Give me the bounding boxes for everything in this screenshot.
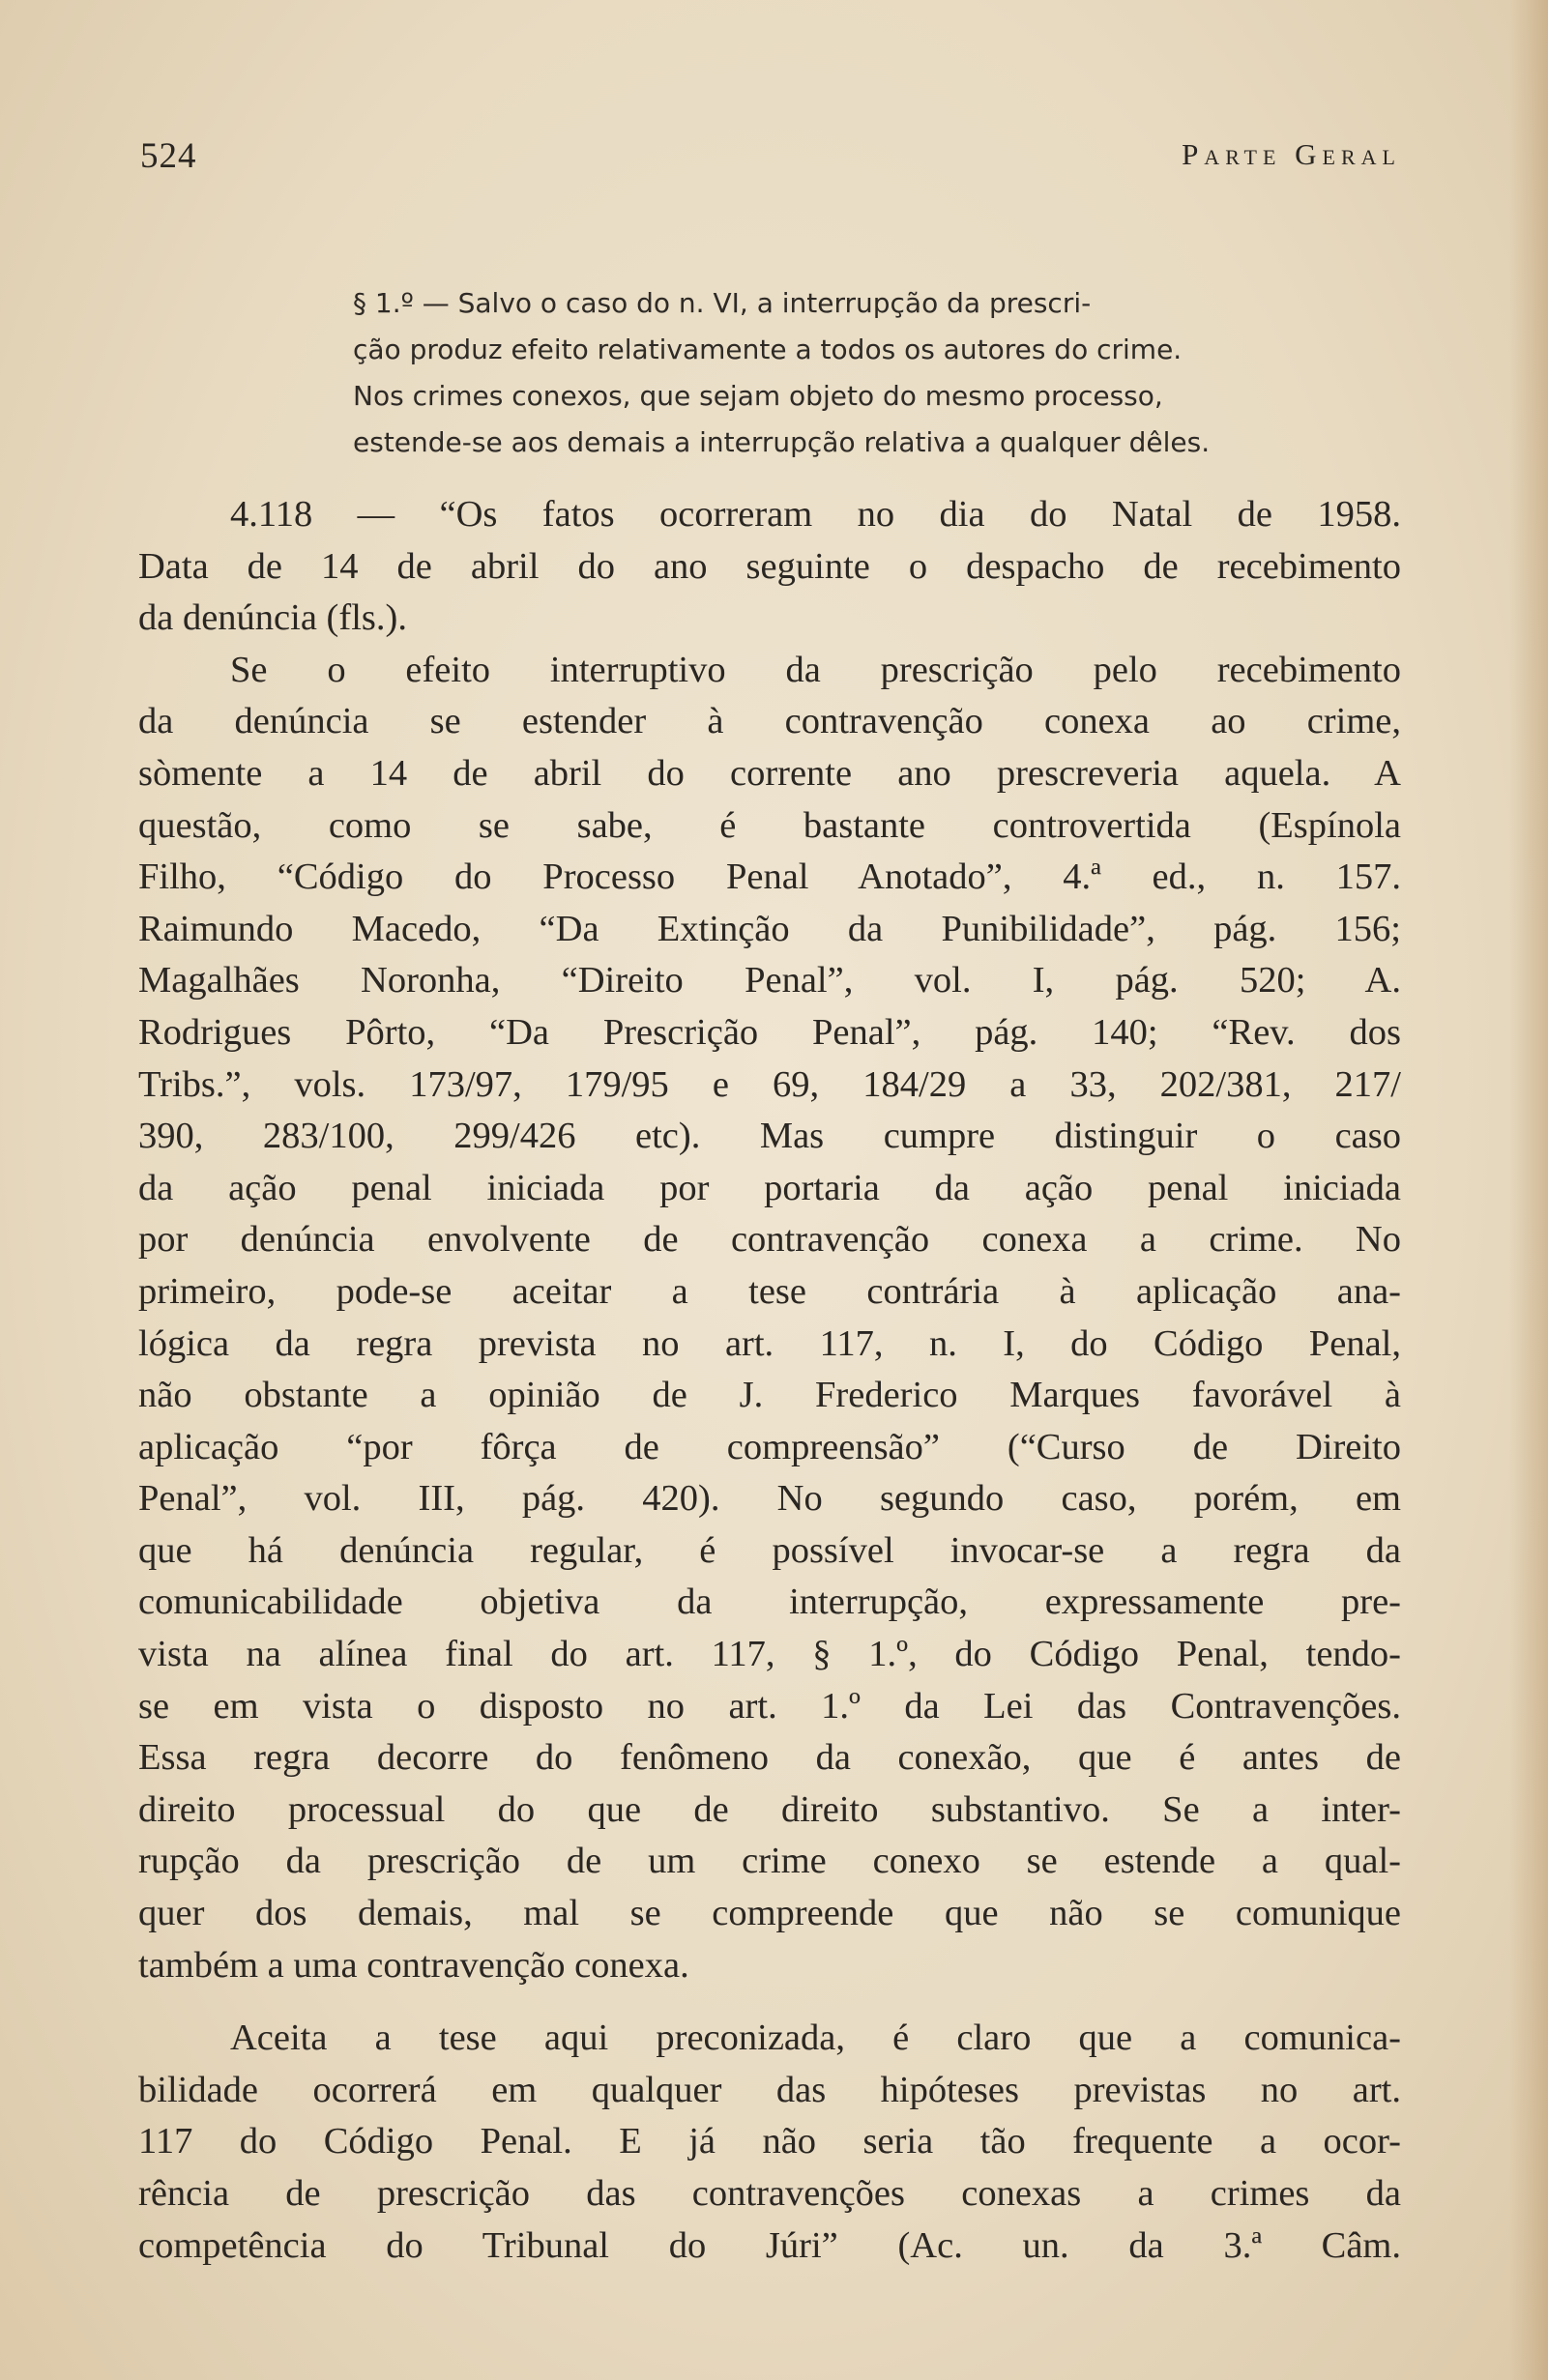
text-line: se em vista o disposto no art. 1.º da Lei das Contravenções. xyxy=(138,1685,1401,1727)
statute-line: estende-se aos demais a interrupção relativa a qualquer dêles. xyxy=(353,426,1211,458)
text-line: Essa regra decorre do fenômeno da conexão, que é antes de xyxy=(138,1737,1401,1779)
text-line: que há denúncia regular, é possível invocar-se a regra da xyxy=(138,1529,1401,1571)
paragraph-gap xyxy=(138,1991,1401,2013)
text-line: por denúncia envolvente de contravenção conexa a crime. No xyxy=(138,1219,1401,1261)
body-text xyxy=(138,489,1401,2272)
text-line: competência do Tribunal do Júri” (Ac. un. da 3.ª Câm. xyxy=(138,2224,1401,2266)
page-header xyxy=(140,135,1401,193)
text-line: Rodrigues Pôrto, “Da Prescrição Penal”, pág. 140; “Rev. dos xyxy=(138,1011,1401,1053)
text-line: rupção da prescrição de um crime conexo se estende a qual- xyxy=(138,1841,1401,1882)
text-line: Raimundo Macedo, “Da Extinção da Punibilidade”, pág. 156; xyxy=(138,908,1401,949)
statute-quote xyxy=(353,280,1401,466)
statute-line: ção produz efeito relativamente a todos os autores do crime. xyxy=(353,334,1183,365)
text-line: Aceita a tese aqui preconizada, é claro que a comunica- xyxy=(230,2017,1401,2059)
text-line: Tribs.”, vols. 173/97, 179/95 e 69, 184/29 a 33, 202/381, 217/ xyxy=(138,1063,1401,1105)
statute-line: § 1.º — Salvo o caso do n. VI, a interrupção da prescri- xyxy=(353,287,1092,319)
text-line: bilidade ocorrerá em qualquer das hipóteses previstas no art. xyxy=(138,2069,1401,2110)
text-line: comunicabilidade objetiva da interrupção, expressamente pre- xyxy=(138,1582,1401,1623)
text-line: Se o efeito interruptivo da prescrição pelo recebimento xyxy=(230,649,1401,690)
text-line: sòmente a 14 de abril do corrente ano prescreveria aquela. A xyxy=(138,752,1401,794)
text-line: rência de prescrição das contravenções conexas a crimes da xyxy=(138,2173,1401,2214)
text-line: quer dos demais, mal se compreende que não se comunique xyxy=(138,1893,1401,1934)
text-line: Penal”, vol. III, pág. 420). No segundo caso, porém, em xyxy=(138,1478,1401,1520)
text-line: primeiro, pode-se aceitar a tese contrária à aplicação ana- xyxy=(138,1270,1401,1312)
text-line: questão, como se sabe, é bastante controvertida (Espínola xyxy=(138,804,1401,846)
text-line: da denúncia (fls.). xyxy=(138,597,407,639)
text-line: Filho, “Código do Processo Penal Anotado”, 4.ª ed., n. 157. xyxy=(138,856,1401,898)
text-line: 390, 283/100, 299/426 etc). Mas cumpre distinguir o caso xyxy=(138,1116,1401,1157)
text-line: Data de 14 de abril do ano seguinte o despacho de recebimento xyxy=(138,545,1401,587)
text-line: vista na alínea final do art. 117, § 1.º, do Código Penal, tendo- xyxy=(138,1634,1401,1675)
text-line: também a uma contravenção conexa. xyxy=(138,1944,689,1986)
text-line: 117 do Código Penal. E já não seria tão frequente a ocor- xyxy=(138,2121,1401,2162)
page-edge-shadow xyxy=(1509,0,1548,2380)
text-line: 4.118 — “Os fatos ocorreram no dia do Natal de 1958. xyxy=(230,494,1401,535)
text-line: direito processual do que de direito substantivo. Se a inter- xyxy=(138,1788,1401,1830)
page-number: 524 xyxy=(140,136,197,176)
paragraph-analysis xyxy=(138,645,1401,1991)
running-title: Parte Geral xyxy=(1182,137,1401,171)
paragraph-4118 xyxy=(138,489,1401,645)
paragraph-conclusion xyxy=(138,2013,1401,2272)
text-line: Magalhães Noronha, “Direito Penal”, vol. I, pág. 520; A. xyxy=(138,960,1401,1001)
text-line: lógica da regra prevista no art. 117, n. I, do Código Penal, xyxy=(138,1322,1401,1364)
text-line: da denúncia se estender à contravenção conexa ao crime, xyxy=(138,701,1401,742)
text-line: da ação penal iniciada por portaria da ação penal iniciada xyxy=(138,1167,1401,1208)
text-line: não obstante a opinião de J. Frederico Marques favorável à xyxy=(138,1375,1401,1416)
text-line: aplicação “por fôrça de compreensão” (“Curso de Direito xyxy=(138,1426,1401,1467)
statute-line: Nos crimes conexos, que sejam objeto do mesmo processo, xyxy=(353,380,1163,412)
